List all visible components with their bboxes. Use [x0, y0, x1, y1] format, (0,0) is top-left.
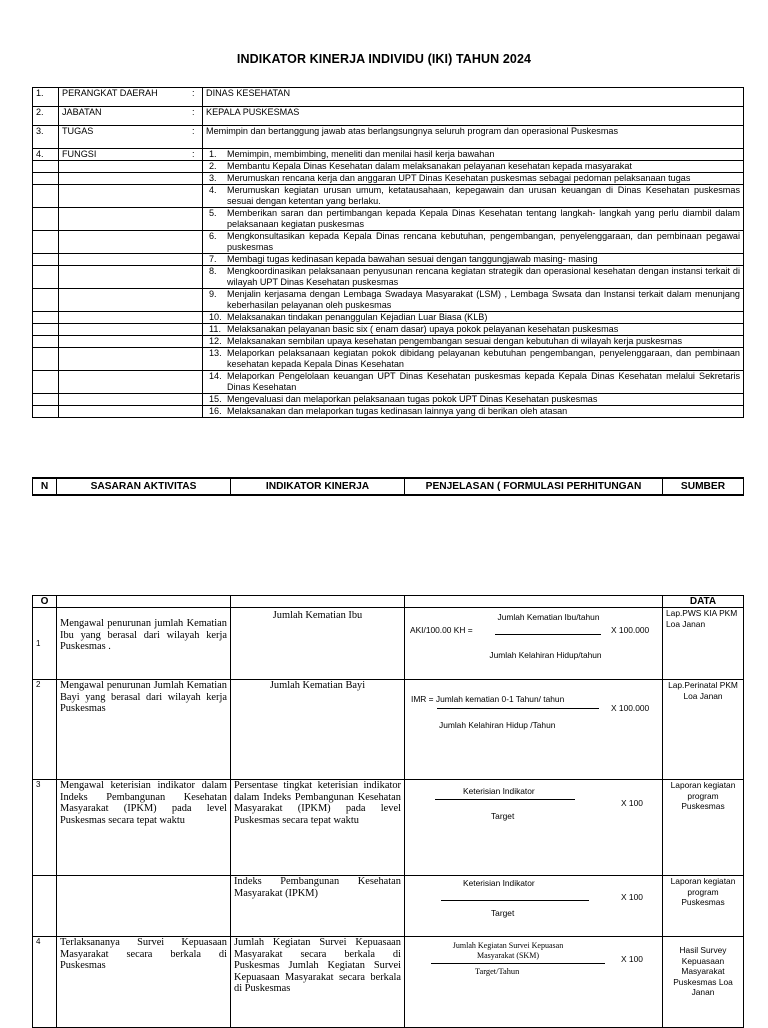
function-number: 4.: [209, 185, 217, 195]
indicator-header: [32, 477, 744, 496]
function-number: 13.: [209, 348, 222, 358]
indikator-cell: Jumlah Kematian Ibu: [231, 608, 405, 680]
profile-row: [33, 208, 744, 231]
function-number: 15.: [209, 394, 222, 404]
sumber-cell: Hasil Survey Kepuasaan Masyarakat Puskesmas Loa Janan: [663, 937, 744, 1028]
formula-cell: [405, 937, 663, 1028]
sumber-cell: Laporan kegiatan program Puskesmas: [663, 876, 744, 937]
sasaran-cell: Mengawal keterisian indikator dalam Indeks Pembangunan Kesehatan Masyarakat (IPKM) pada level Puskesmas secara tepat waktu: [57, 780, 231, 876]
profile-row: [33, 406, 744, 418]
function-item: [203, 254, 744, 266]
profile-value: KEPALA PUSKESMAS: [203, 107, 744, 126]
profile-colon: :: [185, 126, 203, 149]
function-item: [203, 208, 744, 231]
profile-no: 2.: [33, 107, 59, 126]
header-sumber: SUMBER: [663, 478, 744, 495]
function-number: 11.: [209, 324, 221, 334]
function-item: [203, 394, 744, 406]
formula-numerator: Keterisian Indikator: [463, 786, 535, 796]
indikator-cell: Jumlah Kegiatan Survei Kepuasaan Masyarakat secara berkala di Puskesmas Jumlah Kegiatan Survei Kepuasaan Masyarakat secara berkala di Puskesmas: [231, 937, 405, 1028]
sumber-cell: Lap.Perinatal PKM Loa Janan: [663, 680, 744, 780]
profile-colon: :: [185, 107, 203, 126]
table-row: [33, 608, 744, 680]
page-title: INDIKATOR KINERJA INDIVIDU (IKI) TAHUN 2024: [236, 52, 532, 66]
profile-label: TUGAS: [59, 126, 185, 149]
function-item: [203, 406, 744, 418]
function-text: Melaporkan pelaksanaan kegiatan pokok dibidang pelayanan kebutuhan pengembangan, penyelenggaraan, dan pembinaan kesehatan kepada Kepala Dinas Kesehatan: [227, 348, 740, 369]
profile-colon: :: [185, 88, 203, 107]
function-text: Memberikan saran dan pertimbangan kepada Kepala Dinas Kesehatan tentang langkah- langkah yang perlu diambil dalam pelaksanaan kegiatan puskesmas: [227, 208, 740, 229]
function-text: Mengkonsultasikan kepada Kepala Dinas rencana kebutuhan, pengembangan, penyelenggaraan, dan pembinaan pegawai puskesmas: [227, 231, 740, 252]
row-number: 2: [33, 680, 57, 780]
sasaran-cell: [57, 876, 231, 937]
formula-denominator: Target: [491, 811, 515, 821]
formula-multiplier: X 100.000: [611, 703, 650, 713]
row-number: 3: [33, 780, 57, 876]
header-penjelasan: PENJELASAN ( FORMULASI PERHITUNGAN: [405, 478, 663, 495]
function-text: Membagi tugas kedinasan kepada bawahan sesuai dengan tanggungjawab masing- masing: [227, 254, 598, 264]
profile-row: [33, 231, 744, 254]
profile-row: [33, 185, 744, 208]
function-text: Merumuskan rencana kerja dan anggaran UPT Dinas Kesehatan puskesmas sebagai pedoman pelaksanaan tugas: [227, 173, 691, 183]
header-no: N: [33, 478, 57, 495]
header-no-cont: O: [33, 596, 57, 608]
function-text: Melaksanakan pelayanan basic six ( enam dasar) upaya pokok pelayanan kesehatan puskesmas: [227, 324, 619, 334]
function-number: 14.: [209, 371, 222, 381]
function-number: 2.: [209, 161, 217, 171]
profile-row: [33, 126, 744, 149]
function-number: 9.: [209, 289, 217, 299]
function-text: Mengkoordinasikan pelaksanaan penyusunan rencana kegiatan strategik dan operasional kesehatan dengan instansi terkait di wilayah UPT Dinas Kesehatan puskesmas: [227, 266, 740, 287]
profile-row: [33, 394, 744, 406]
profile-label: FUNGSI: [59, 149, 185, 161]
profile-table: [32, 87, 744, 418]
formula-denominator: Jumlah Kelahiran Hidup /Tahun: [439, 720, 556, 730]
profile-row: [33, 312, 744, 324]
formula-numerator: IMR = Jumlah kematian 0-1 Tahun/ tahun: [411, 694, 565, 704]
formula-multiplier: X 100: [621, 954, 643, 964]
profile-label: PERANGKAT DAERAH: [59, 88, 185, 107]
header-sasaran: SASARAN AKTIVITAS: [57, 478, 231, 495]
formula-numerator: Jumlah Kematian Ibu/tahun: [497, 612, 600, 622]
function-item: [203, 161, 744, 173]
function-text: Menjalin kerjasama dengan Lembaga Swadaya Masyarakat (LSM) , Lembaga Swsata dan Instansi terkait dalam menunjang keberhasilan pelayanan oleh puskesmas: [227, 289, 740, 310]
profile-label: JABATAN: [59, 107, 185, 126]
formula-cell: [405, 608, 663, 680]
profile-value: DINAS KESEHATAN: [203, 88, 744, 107]
profile-row: [33, 161, 744, 173]
formula-denominator: Jumlah Kelahiran Hidup/tahun: [489, 650, 602, 660]
table-row: [33, 876, 744, 937]
row-number: 1: [33, 608, 57, 680]
profile-value: Memimpin dan bertanggung jawab atas berlangsungnya seluruh program dan operasional Puskesmas: [203, 126, 744, 149]
profile-row: [33, 88, 744, 107]
formula-cell: [405, 876, 663, 937]
sumber-cell: Lap.PWS KIA PKM Loa Janan: [663, 608, 744, 680]
function-item: [203, 348, 744, 371]
fraction-line: [495, 634, 601, 635]
function-number: 5.: [209, 208, 217, 218]
formula-denominator: Target/Tahun: [475, 967, 520, 976]
formula-numerator: Jumlah Kegiatan Survei Kepuasan Masyarakat (SKM): [452, 941, 564, 960]
profile-row: [33, 254, 744, 266]
header-indikator: INDIKATOR KINERJA: [231, 478, 405, 495]
function-item: [203, 312, 744, 324]
function-text: Melaksanakan tindakan penanggulan Kejadian Luar Biasa (KLB): [227, 312, 488, 322]
function-item: [203, 173, 744, 185]
indikator-cell: Indeks Pembangunan Kesehatan Masyarakat (IPKM): [231, 876, 405, 937]
function-text: Membantu Kepala Dinas Kesehatan dalam melaksanakan pelayanan kesehatan kepada masyarakat: [227, 161, 632, 171]
profile-colon: :: [185, 149, 203, 161]
function-number: 3.: [209, 173, 217, 183]
profile-no: 3.: [33, 126, 59, 149]
fraction-line: [441, 900, 589, 901]
sasaran-cell: Mengawal penurunan Jumlah Kematian Bayi yang berasal dari wilayah kerja Puskesmas: [57, 680, 231, 780]
function-item: [203, 266, 744, 289]
profile-row: [33, 324, 744, 336]
formula-cell: [405, 780, 663, 876]
table-row: [33, 680, 744, 780]
indicator-table: [32, 595, 744, 1028]
profile-row: [33, 289, 744, 312]
profile-no: 1.: [33, 88, 59, 107]
function-text: Melaksanakan dan melaporkan tugas kedinasan lainnya yang di berikan oleh atasan: [227, 406, 568, 416]
sumber-cell: Laporan kegiatan program Puskesmas: [663, 780, 744, 876]
profile-row: [33, 336, 744, 348]
formula-numerator: Keterisian Indikator: [463, 878, 535, 888]
function-number: 16.: [209, 406, 222, 416]
function-text: Mengevaluasi dan melaporkan pelaksanaan tugas pokok UPT Dinas Kesehatan puskesmas: [227, 394, 598, 404]
profile-row: [33, 266, 744, 289]
profile-no: 4.: [33, 149, 59, 161]
function-item: [203, 324, 744, 336]
profile-row: [33, 173, 744, 185]
table-row: [33, 780, 744, 876]
fraction-line: [437, 708, 599, 709]
fraction-line: [435, 799, 575, 800]
function-text: Memimpin, membimbing, meneliti dan menilai hasil kerja bawahan: [227, 149, 495, 159]
function-text: Melaporkan Pengelolaan keuangan UPT Dinas Kesehatan puskesmas kepada Kepala Dinas Kesehatan melalui Sekretaris Dinas Kesehatan: [227, 371, 740, 392]
indikator-cell: Persentase tingkat keterisian indikator dalam Indeks Pembangunan Kesehatan Masyarakat (IPKM) pada level Puskesmas secara tepat waktu: [231, 780, 405, 876]
function-number: 1.: [209, 149, 217, 159]
profile-row: [33, 371, 744, 394]
function-number: 6.: [209, 231, 217, 241]
table-row: [33, 937, 744, 1028]
function-item: [203, 289, 744, 312]
sasaran-cell: Terlaksananya Survei Kepuasaan Masyarakat secara berkala di Puskesmas: [57, 937, 231, 1028]
sasaran-cell: Mengawal penurunan jumlah Kematian Ibu yang berasal dari wilayah kerja Puskesmas .: [57, 608, 231, 680]
function-item: [203, 336, 744, 348]
header-sumber-cont: DATA: [663, 596, 744, 608]
formula-multiplier: X 100.000: [611, 625, 650, 635]
profile-row: [33, 107, 744, 126]
header-row: [33, 478, 744, 495]
function-number: 8.: [209, 266, 217, 276]
function-item: [203, 149, 744, 161]
function-text: Merumuskan kegiatan urusan umum, ketatausahaan, kepegawain dan urusan keuangan di Dinas Kesehatan puskesmas sesuai dengan ketentan yang berlaku.: [227, 185, 740, 206]
function-item: [203, 185, 744, 208]
profile-row: [33, 149, 744, 161]
function-number: 10.: [209, 312, 222, 322]
formula-cell: [405, 680, 663, 780]
formula-multiplier: X 100: [621, 798, 643, 808]
formula-denominator: Target: [491, 908, 515, 918]
function-item: [203, 231, 744, 254]
profile-row: [33, 348, 744, 371]
header-row-continued: [33, 596, 744, 608]
formula-multiplier: X 100: [621, 892, 643, 902]
row-number: 4: [33, 937, 57, 1028]
function-text: Melaksanakan sembilan upaya kesehatan pengembangan sesuai dengan kebutuhan di wilayah kerja puskesmas: [227, 336, 682, 346]
function-number: 12.: [209, 336, 222, 346]
function-item: [203, 371, 744, 394]
indikator-cell: Jumlah Kematian Bayi: [231, 680, 405, 780]
row-number: [33, 876, 57, 937]
fraction-line: [431, 963, 605, 964]
formula-prefix: AKI/100.00 KH =: [410, 625, 473, 635]
function-number: 7.: [209, 254, 217, 264]
